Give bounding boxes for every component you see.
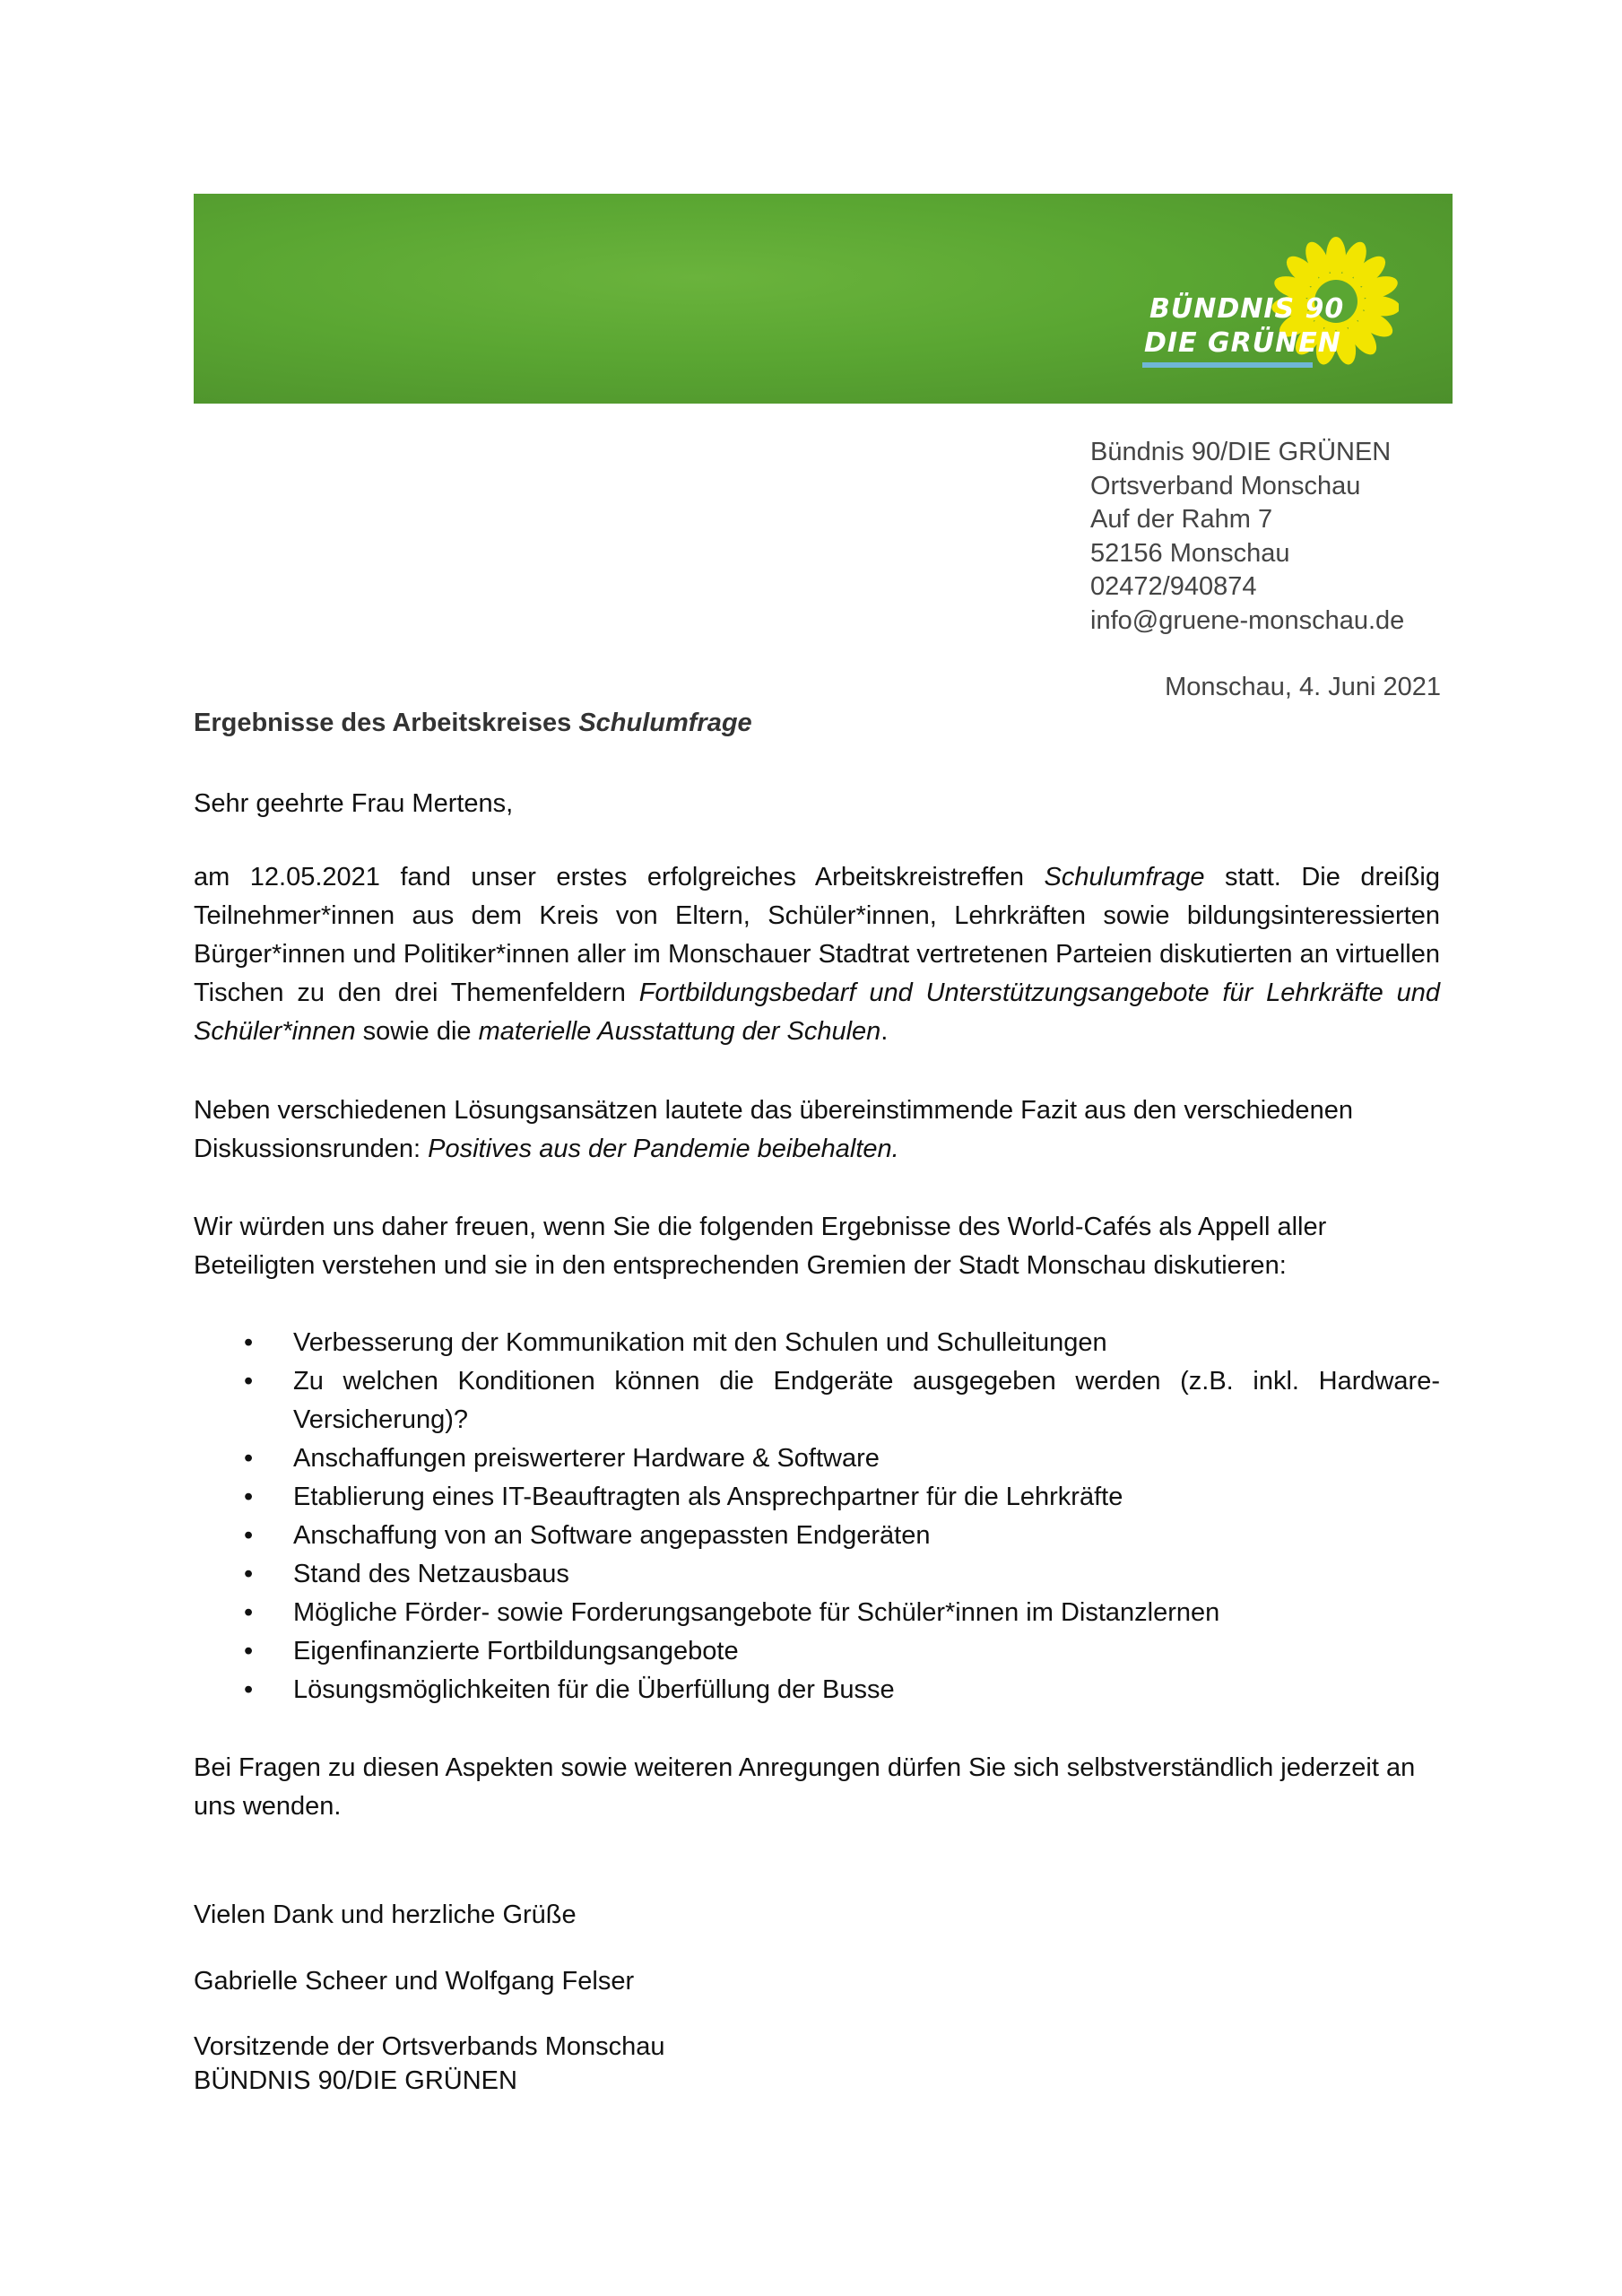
role-line-2: BÜNDNIS 90/DIE GRÜNEN (194, 2066, 517, 2095)
p2-text-1: Neben verschiedenen Lösungsansätzen lautete das übereinstimmende Fazit aus den verschiedenen Diskussionsrunden: (194, 1096, 1353, 1163)
list-item: • Verbesserung der Kommunikation mit den Schulen und Schulleitungen (194, 1324, 1440, 1362)
party-logo (1130, 237, 1399, 380)
sender-email: info@gruene-monschau.de (1090, 605, 1405, 635)
logo-underline (1142, 362, 1313, 368)
subject-prefix: Ergebnisse des Arbeitskreises (194, 709, 579, 737)
list-item: • Anschaffungen preiswerterer Hardware & Software (194, 1439, 1440, 1478)
list-item: • Etablierung eines IT-Beauftragten als Ansprechpartner für die Lehrkräfte (194, 1478, 1440, 1517)
letter-date: Monschau, 4. Juni 2021 (1165, 673, 1441, 701)
letter-subject (194, 709, 752, 738)
role-line-1: Vorsitzende der Ortsverbands Monschau (194, 2032, 665, 2061)
p1-emph-2: Fortbildungsbedarf und Unterstützungsangebote für Lehrkräfte und Schüler*innen (194, 978, 1440, 1046)
salutation: Sehr geehrte Frau Mertens, (194, 789, 514, 818)
p1-emph-1: Schulumfrage (1044, 863, 1205, 891)
sender-city: 52156 Monschau (1090, 538, 1290, 568)
paragraph-1 (194, 858, 1440, 1051)
p2-emph-1: Positives aus der Pandemie beibehalten. (428, 1135, 899, 1163)
p1-emph-3: materielle Ausstattung der Schulen (478, 1017, 881, 1046)
list-item: • Stand des Netzausbaus (194, 1555, 1440, 1594)
subject-emphasis: Schulumfrage (578, 709, 752, 737)
signatories: Gabrielle Scheer und Wolfgang Felser (194, 1967, 635, 1996)
results-list (194, 1324, 1440, 1709)
paragraph-2 (194, 1091, 1440, 1169)
p1-text-3: sowie die (355, 1017, 479, 1046)
sender-phone: 02472/940874 (1090, 572, 1257, 601)
sender-unit: Ortsverband Monschau (1090, 471, 1361, 500)
list-item: • Anschaffung von an Software angepassten Endgeräten (194, 1517, 1440, 1555)
sender-address (1090, 436, 1404, 638)
paragraph-3: Wir würden uns daher freuen, wenn Sie die folgenden Ergebnisse des World-Cafés als Appell aller Beteiligten verstehen und sie in den entsprechenden Gremien der Stadt Monschau diskutieren: (194, 1213, 1327, 1280)
list-item: • Mögliche Förder- sowie Forderungsangebote für Schüler*innen im Distanzlernen (194, 1594, 1440, 1632)
paragraph-4: Bei Fragen zu diesen Aspekten sowie weiteren Anregungen dürfen Sie sich selbstverständlich jederzeit an uns wenden. (194, 1753, 1416, 1821)
signatory-role (194, 2030, 1440, 2098)
logo-line-1: BÜNDNIS 90 (1149, 293, 1345, 325)
logo-line-2: DIE GRÜNEN (1144, 327, 1341, 359)
list-item: • Eigenfinanzierte Fortbildungsangebote (194, 1632, 1440, 1671)
sender-name: Bündnis 90/DIE GRÜNEN (1090, 438, 1392, 466)
p1-text-4: . (880, 1017, 889, 1046)
p1-text-1: am 12.05.2021 fand unser erstes erfolgreiches Arbeitskreistreffen (194, 863, 1045, 891)
p1-text-2: statt. Die dreißig Teilnehmer*innen aus dem Kreis von Eltern, Schüler*innen, Lehrkräften sowie bildungsinteressierten Bürger*innen und Politiker*innen aller im Monschauer Stadtrat vertretenen Parteien diskutierten an virtuellen Tischen zu den drei Themenfeldern (194, 863, 1440, 1007)
header-banner (194, 194, 1453, 404)
list-item: • Zu welchen Konditionen können die Endgeräte ausgegeben werden (z.B. inkl. Hardware-Versicherung)? (194, 1362, 1440, 1439)
sender-street: Auf der Rahm 7 (1090, 505, 1273, 534)
list-item: • Lösungsmöglichkeiten für die Überfüllung der Busse (194, 1671, 1440, 1709)
closing-line: Vielen Dank und herzliche Grüße (194, 1900, 577, 1929)
